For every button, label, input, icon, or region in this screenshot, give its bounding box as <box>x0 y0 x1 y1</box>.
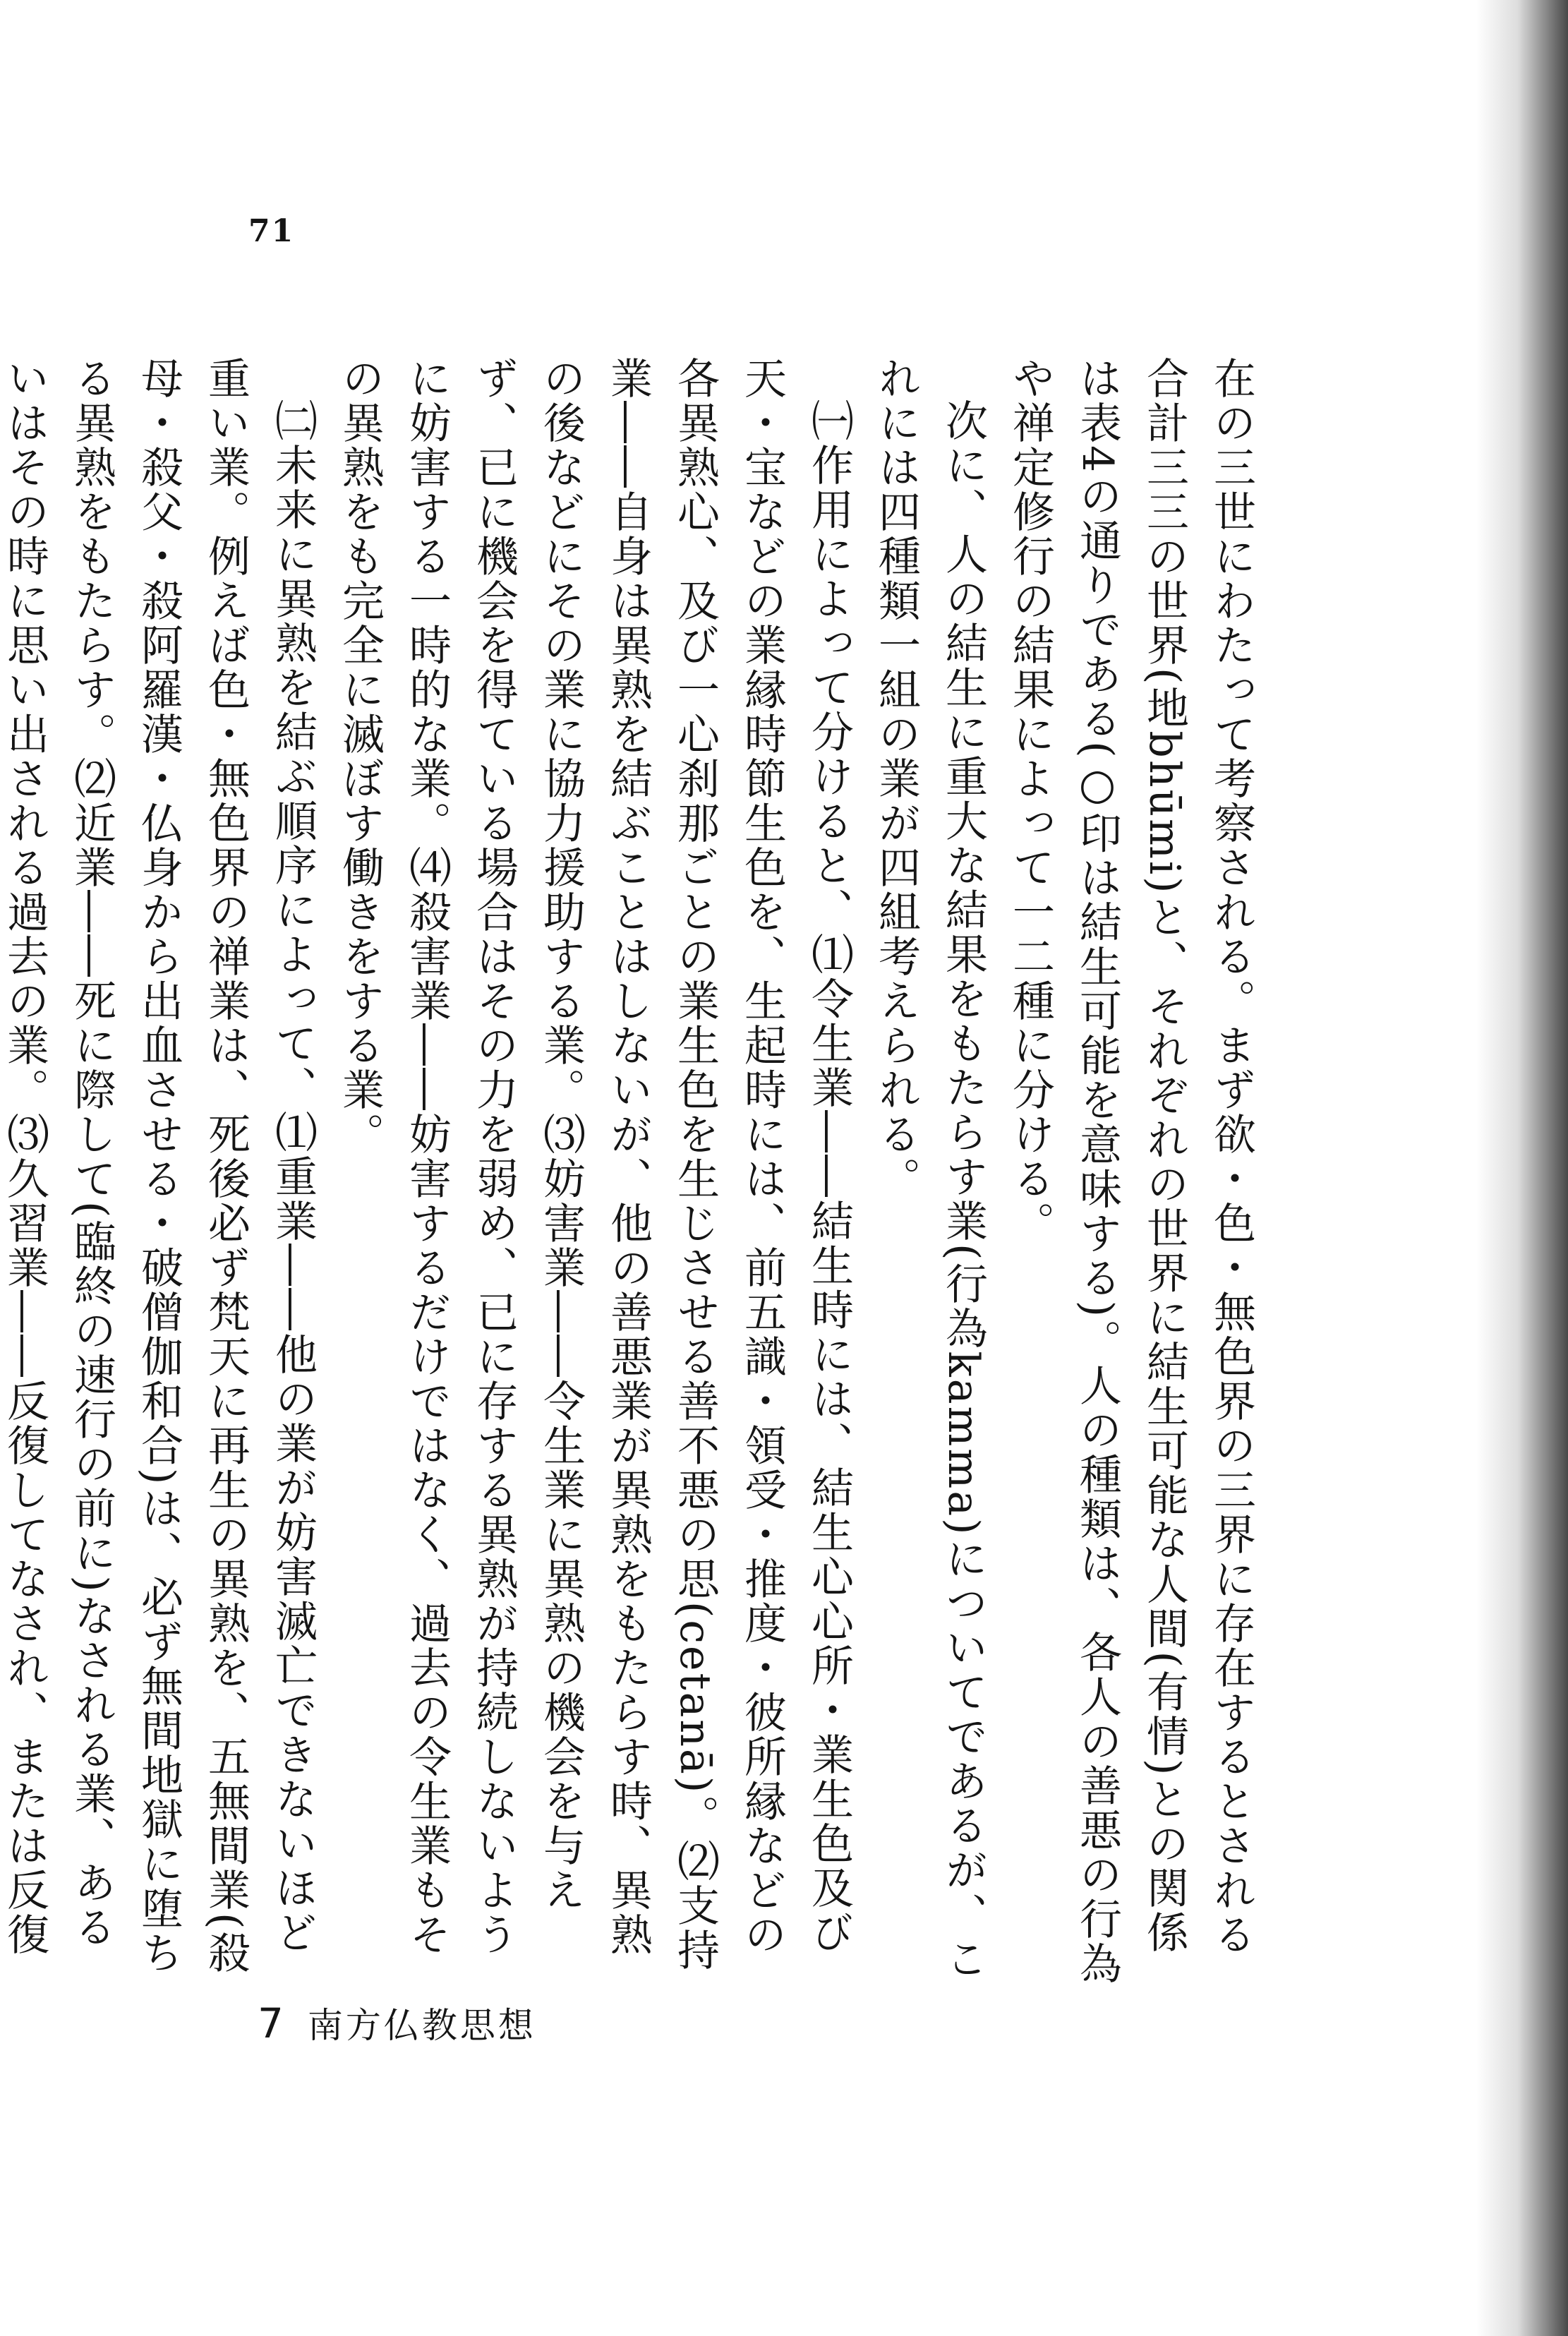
paragraph: ㈠作用によって分けると、⑴令生業――結生時には、結生心心所・業生色及び天・宝などの業縁時節生色を、生起時には、前五識・領受・推度・彼所縁などの各異熟心、及び一心刹那ごとの業生色を生じさせる善不悪の思(cetanā)。⑵支持業――自身は異熟を結ぶことはしないが、他の善悪業が異熟をもたらす時、異熟の後などにその業に協力援助する業。⑶妨害業――令生業に異熟の機会を与えず、已に機会を得ている場合はその力を弱め、已に存する異熟が持続しないように妨害する一時的な業。⑷殺害業――妨害するだけではなく、過去の令生業もその異熟をも完全に滅ぼす働きをする業。 <box>335 356 854 1973</box>
running-footer <box>258 1997 536 2048</box>
vertical-text-block <box>0 356 1265 1987</box>
paragraph: 在の三世にわたって考察される。まず欲・色・無色界の三界に存在するとされる合計三三の世界(地bhūmi)と、それぞれの世界に結生可能な人間(有情)との関係は表4の通りである(○印は結生可能を意味する)。人の種類は、各人の善悪の行為や禅定修行の結果によって一二種に分ける。 <box>1006 356 1256 1986</box>
chapter-title: 南方仏教思想 <box>307 2005 536 2046</box>
page-edge-shadow <box>1476 0 1568 2336</box>
page-number: 71 <box>248 213 295 249</box>
paragraph: 次に、人の結生に重大な結果をもたらす業(行為kamma)についてであるが、これには四種類一組の業が四組考えられる。 <box>872 356 988 1982</box>
chapter-number: 7 <box>258 1999 284 2047</box>
paragraph: ㈡未来に異熟を結ぶ順序によって、⑴重業――他の業が妨害滅亡できないほど重い業。例えば色・無色界の禅業は、死後必ず梵天に再生の異熟を、五無間業(殺母・殺父・殺阿羅漢・仏身から出血させる・破僧伽和合)は、必ず無間地獄に堕ちる異熟をもたらす。⑵近業――死に際して(臨終の速行の前に)なされる業、あるいはその時に思い出される過去の業。⑶久習業――反復してなされ、または反復 <box>0 356 318 1976</box>
